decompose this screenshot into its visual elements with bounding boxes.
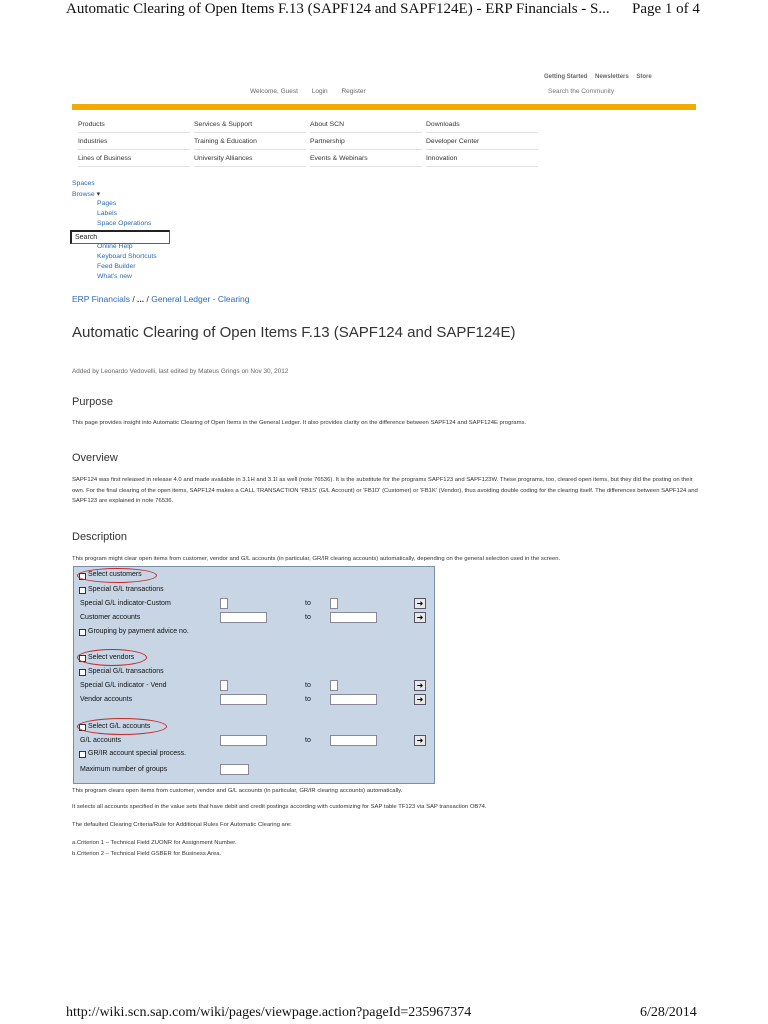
browse-menu[interactable] (72, 190, 100, 198)
customer-accounts-from[interactable] (220, 612, 267, 623)
special-gl-indicator-customer-from[interactable] (220, 598, 228, 609)
highlight-oval (77, 649, 147, 666)
print-footer (0, 1005, 768, 1024)
select-gl-accounts-label: Select G/L accounts (88, 723, 151, 730)
footer-url: http://wiki.scn.sap.com/wiki/pages/viewpage.action?pageId=235967374 (66, 1005, 472, 1020)
special-gl-indicator-customer-to[interactable] (330, 598, 338, 609)
criterion-a: a.Criterion 1 – Technical Field ZUONR for Assignment Number. (72, 840, 237, 846)
nav-partnership[interactable]: Partnership (310, 134, 422, 150)
multiple-selection-arrow-icon[interactable]: ➜ (414, 612, 426, 623)
browse-labels-link[interactable]: Labels (97, 210, 118, 217)
gl-accounts-from[interactable] (220, 735, 267, 746)
purpose-text: This page provides insight into Automatic Clearing of Open Items in the General Ledger. It also provides clarity on the difference between SAPF124 and SAPF124E programs. (72, 420, 527, 426)
brand-bar (72, 104, 696, 110)
grouping-payment-advice-label: Grouping by payment advice no. (88, 628, 189, 635)
special-gl-transactions-checkbox[interactable] (79, 587, 86, 594)
gl-accounts-to[interactable] (330, 735, 377, 746)
purpose-heading: Purpose (72, 396, 113, 408)
browse-space-operations-link[interactable]: Space Operations (97, 220, 152, 227)
store-link[interactable]: Store (636, 74, 652, 80)
multiple-selection-arrow-icon[interactable]: ➜ (414, 735, 426, 746)
special-gl-transactions-vendor-label: Special G/L transactions (88, 668, 164, 675)
multiple-selection-arrow-icon[interactable]: ➜ (414, 694, 426, 705)
highlight-oval (77, 568, 157, 583)
to-label: to (305, 600, 311, 607)
keyboard-shortcuts-link[interactable]: Keyboard Shortcuts (97, 253, 157, 260)
page-title: Automatic Clearing of Open Items F.13 (SAPF124 and SAPF124E) (72, 324, 516, 341)
browse-pages-link[interactable]: Pages (97, 200, 117, 207)
page-metadata: Added by Leonardo Vedovelli, last edited by Mateus Grings on Nov 30, 2012 (72, 368, 289, 375)
nav-training-education[interactable]: Training & Education (194, 134, 306, 150)
multiple-selection-arrow-icon[interactable]: ➜ (414, 598, 426, 609)
community-search-input[interactable] (548, 88, 696, 95)
special-gl-indicator-customer-label: Special G/L indicator-Custom (80, 600, 171, 607)
breadcrumb (72, 294, 250, 304)
to-label: to (305, 696, 311, 703)
customer-accounts-label: Customer accounts (80, 614, 141, 621)
nav-products[interactable]: Products (78, 117, 190, 133)
description-heading: Description (72, 531, 128, 543)
nav-lines-of-business[interactable]: Lines of Business (78, 151, 190, 167)
grir-special-process-label: GR/IR account special process. (88, 750, 187, 757)
nav-events-webinars[interactable]: Events & Webinars (310, 151, 422, 167)
print-header (0, 0, 768, 26)
customer-accounts-to[interactable] (330, 612, 377, 623)
select-customers-label: Select customers (88, 571, 142, 578)
nav-industries[interactable]: Industries (78, 134, 190, 150)
description-after-3: The defaulted Clearing Criteria/Rule for Additional Rules For Automatic Clearing are: (72, 822, 292, 828)
overview-heading: Overview (72, 452, 118, 464)
getting-started-link[interactable]: Getting Started (544, 74, 588, 80)
online-help-link[interactable]: Online Help (97, 243, 133, 250)
sap-selection-screen (73, 566, 435, 784)
special-gl-indicator-vendor-from[interactable] (220, 680, 228, 691)
to-label: to (305, 737, 311, 744)
nav-about-scn[interactable]: About SCN (310, 117, 422, 133)
vendor-accounts-to[interactable] (330, 694, 377, 705)
max-groups-input[interactable] (220, 764, 249, 775)
welcome-bar (250, 88, 378, 95)
browse-label: Browse (72, 191, 95, 198)
print-title: Automatic Clearing of Open Items F.13 (SAPF124 and SAPF124E) - ERP Financials - S... (66, 1, 610, 17)
nav-services-support[interactable]: Services & Support (194, 117, 306, 133)
gl-accounts-label: G/L accounts (80, 737, 121, 744)
vendor-accounts-label: Vendor accounts (80, 696, 133, 703)
criterion-b: b.Criterion 2 – Technical Field GSBER for Business Area. (72, 851, 222, 857)
nav-downloads[interactable]: Downloads (426, 117, 538, 133)
print-page-number: Page 1 of 4 (632, 1, 700, 17)
welcome-text: Welcome, Guest (250, 88, 298, 95)
special-gl-transactions-vendor-checkbox[interactable] (79, 669, 86, 676)
select-vendors-label: Select vendors (88, 654, 135, 661)
multiple-selection-arrow-icon[interactable]: ➜ (414, 680, 426, 691)
breadcrumb-separator: / (129, 294, 138, 304)
nav-innovation[interactable]: Innovation (426, 151, 538, 167)
register-link[interactable]: Register (341, 88, 366, 95)
grir-special-process-checkbox[interactable] (79, 751, 86, 758)
feed-builder-link[interactable]: Feed Builder (97, 263, 136, 270)
grouping-payment-advice-checkbox[interactable] (79, 629, 86, 636)
spaces-link[interactable]: Spaces (72, 180, 95, 187)
overview-text: SAPF124 was first released in release 4.0 and made available in 3.1H and 3.1I as well (note 76536). It is the substitute for the programs SAPF123 and SAPF123W. These programs, too, cleared open items, but they did the posting on their own. For the final clearing of the open items, SAPF124 makes a CALL TRANSACTION 'FB1S' (G/L Account) or 'FB1D' (Customer) or 'FB1K' (Vendor), thus avoiding double coding for the clearing itself. The differences between SAPF124 and SAPF123 are explained in note 76536. (72, 477, 698, 504)
nav-university-alliances[interactable]: University Alliances (194, 151, 306, 167)
breadcrumb-root[interactable]: ERP Financials (72, 294, 130, 304)
special-gl-indicator-vendor-to[interactable] (330, 680, 338, 691)
whats-new-link[interactable]: What's new (97, 273, 132, 280)
description-after-2: It selects all accounts specified in the value sets that have debit and credit postings according with customizing for SAP table TF123 via SAP transaction OB74. (72, 804, 487, 810)
top-links (544, 74, 658, 80)
to-label: to (305, 682, 311, 689)
description-intro: This program might clear open items from customer, vendor and G/L accounts (in particular, GR/IR clearing accounts) automatically, depending on the general selection used in the screen. (72, 556, 561, 562)
to-label: to (305, 614, 311, 621)
footer-date: 6/28/2014 (640, 1005, 697, 1020)
login-link[interactable]: Login (311, 88, 328, 95)
newsletters-link[interactable]: Newsletters (595, 74, 629, 80)
breadcrumb-current[interactable]: General Ledger - Clearing (151, 294, 250, 304)
breadcrumb-separator: / (144, 294, 152, 304)
description-after-1: This program clears open items from customer, vendor and G/L accounts (in particular, GR/IR clearing accounts) automatically. (72, 788, 403, 794)
breadcrumb-ellipsis[interactable]: ... (137, 294, 145, 304)
special-gl-indicator-vendor-label: Special G/L indicator - Vend (80, 682, 167, 689)
special-gl-transactions-label: Special G/L transactions (88, 586, 164, 593)
highlight-oval (77, 718, 167, 735)
caret-down-icon: ▾ (96, 191, 100, 198)
nav-developer-center[interactable]: Developer Center (426, 134, 538, 150)
max-groups-label: Maximum number of groups (80, 766, 168, 773)
space-search-input[interactable] (70, 230, 170, 244)
vendor-accounts-from[interactable] (220, 694, 267, 705)
